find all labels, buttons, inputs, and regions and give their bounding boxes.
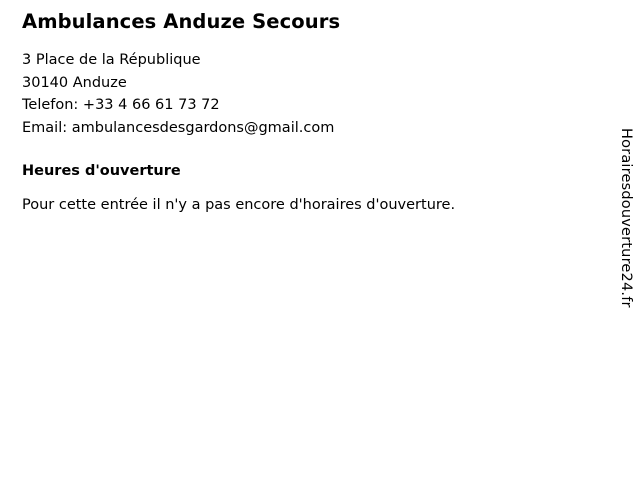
- email-address: Email: ambulancesdesgardons@gmail.com: [22, 119, 335, 136]
- opening-hours-note: Pour cette entrée il n'y a pas encore d'horaires d'ouverture.: [22, 197, 456, 214]
- site-watermark: Horairesdouverture24.fr: [618, 128, 634, 308]
- city-address: 30140 Anduze: [22, 74, 127, 91]
- street-address: 3 Place de la République: [22, 52, 201, 69]
- business-info-block: [22, 10, 582, 217]
- phone-number: Telefon: +33 4 66 61 73 72: [22, 97, 220, 114]
- contact-details: [22, 49, 582, 139]
- opening-hours-heading: Heures d'ouverture: [22, 163, 181, 180]
- page-title: Ambulances Anduze Secours: [22, 10, 341, 33]
